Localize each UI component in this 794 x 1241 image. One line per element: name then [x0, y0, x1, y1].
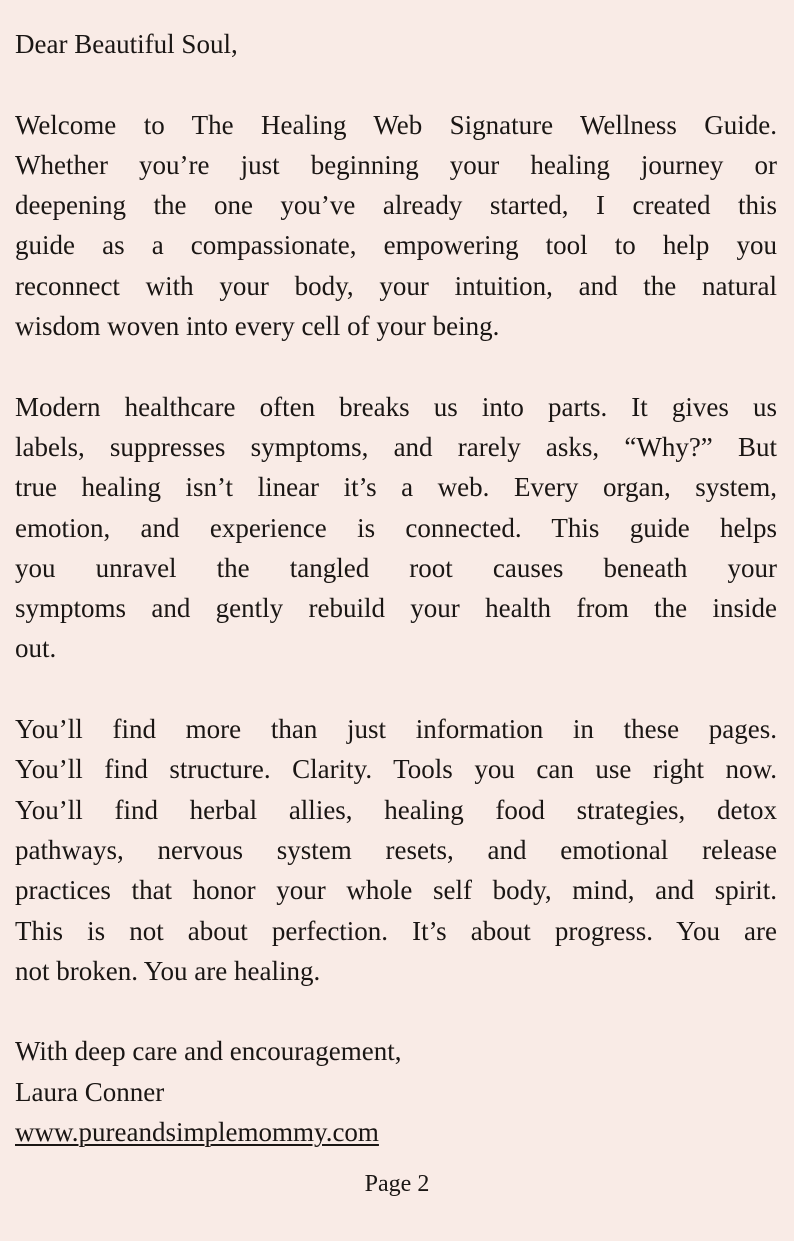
paragraph-line: not broken. You are healing.	[15, 955, 321, 986]
page-number: Page 2	[364, 1171, 430, 1197]
paragraph-line: reconnect with your body, your intuition, and the natural	[15, 270, 777, 301]
paragraph-line: emotion, and experience is connected. This guide helps	[15, 512, 777, 543]
paragraph-line: Whether you’re just beginning your healing journey or	[15, 149, 777, 180]
paragraph-line: This is not about perfection. It’s about progress. You are	[15, 915, 777, 946]
paragraph-line: deepening the one you’ve already started, I created this	[15, 190, 777, 221]
letter-page	[15, 24, 777, 1152]
signature-name: Laura Conner	[15, 1076, 165, 1107]
paragraph-line: Modern healthcare often breaks us into parts. It gives us	[15, 391, 777, 422]
paragraph-line: pathways, nervous system resets, and emotional release	[15, 834, 777, 865]
paragraph-line: wisdom woven into every cell of your being.	[15, 311, 500, 342]
paragraph-line: you unravel the tangled root causes beneath your	[15, 552, 777, 583]
closing-line: With deep care and encouragement,	[15, 1036, 402, 1067]
paragraph-line: Welcome to The Healing Web Signature Wellness Guide.	[15, 109, 777, 140]
paragraph-what-youll-find	[15, 709, 777, 991]
paragraph-line: guide as a compassionate, empowering tool to help you	[15, 230, 777, 261]
website-link[interactable]: www.pureandsimplemommy.com	[15, 1117, 379, 1148]
paragraph-line: You’ll find structure. Clarity. Tools you can use right now.	[15, 754, 777, 785]
paragraph-modern-healthcare	[15, 387, 777, 669]
paragraph-line: You’ll find herbal allies, healing food strategies, detox	[15, 794, 777, 825]
paragraph-line: true healing isn’t linear it’s a web. Every organ, system,	[15, 472, 777, 503]
paragraph-line: practices that honor your whole self body, mind, and spirit.	[15, 875, 777, 906]
website-line	[15, 1112, 777, 1152]
salutation: Dear Beautiful Soul,	[15, 29, 238, 59]
signoff-block	[15, 1031, 777, 1152]
paragraph-line: You’ll find more than just information in these pages.	[15, 714, 777, 745]
paragraph-line: symptoms and gently rebuild your health from the inside	[15, 593, 777, 624]
paragraph-line: labels, suppresses symptoms, and rarely asks, “Why?” But	[15, 431, 777, 462]
paragraph-line: out.	[15, 633, 57, 664]
paragraph-welcome	[15, 105, 777, 347]
